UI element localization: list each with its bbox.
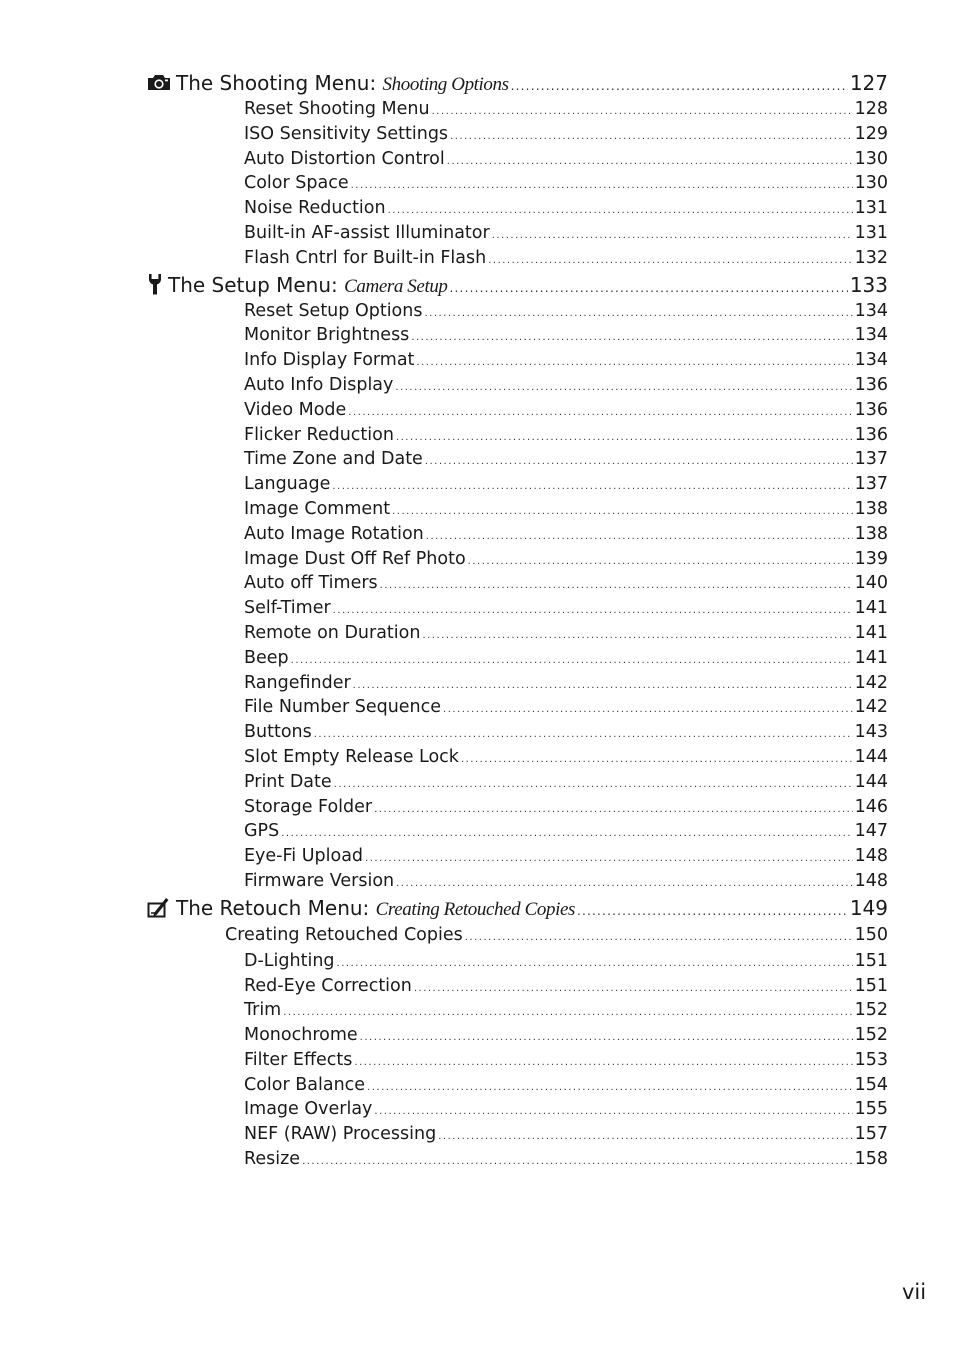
page-number: 138 [854,498,888,519]
toc-item[interactable] [146,671,888,696]
page-folio: vii [902,1280,927,1304]
toc-item-label: Self-Timer [244,598,331,619]
toc-item[interactable] [146,795,888,820]
toc-item[interactable] [146,1073,888,1098]
toc-item[interactable] [146,974,888,999]
toc-item-label: Built-in AF-assist Illuminator [244,222,490,243]
page-number: 134 [854,325,888,346]
toc-section-shooting-menu[interactable] [146,69,888,97]
dot-leader [332,475,852,500]
toc-item-label: Red-Eye Correction [244,975,412,996]
page-number: 128 [854,99,888,119]
toc-item-label: Trim [244,1000,282,1021]
toc-item-label: Slot Empty Release Lock [244,746,459,767]
table-of-contents [146,69,888,1172]
page-number: 141 [854,647,888,668]
toc-item-label: Color Balance [244,1074,366,1095]
toc-item-list [146,97,888,271]
toc-item[interactable] [146,547,888,572]
page-number: 132 [854,247,888,268]
page-number: 138 [854,523,888,544]
toc-item-label: Firmware Version [244,870,395,891]
toc-item-label: ISO Sensitivity Settings [244,123,449,144]
toc-item[interactable] [146,1048,888,1073]
camera-icon [146,71,172,93]
page-number: 141 [854,598,888,619]
toc-section-setup-menu[interactable] [146,271,888,299]
toc-item[interactable] [146,998,888,1023]
toc-item-label: Time Zone and Date [244,449,423,470]
toc-item-label: Info Display Format [244,350,415,371]
page-number: 139 [854,548,888,569]
page-number: 133 [849,272,888,297]
dot-leader [468,550,853,575]
toc-section-retouch-menu[interactable] [146,894,888,922]
dot-leader [374,798,852,823]
toc-item-list [146,299,888,894]
dot-leader [577,897,848,925]
toc-item-label: Reset Shooting Menu [244,99,430,119]
dot-leader [380,574,853,599]
dot-leader [374,1100,852,1125]
toc-item-label: GPS [244,821,280,842]
dot-leader [450,125,853,150]
toc-item[interactable] [146,720,888,745]
dot-leader [291,649,853,674]
page-number: 157 [854,1124,888,1145]
toc-item-label: D-Lighting [244,950,335,971]
page-number: 147 [854,821,888,842]
toc-item[interactable] [146,299,888,324]
section-title: The Retouch Menu: [176,895,370,920]
page-number: 136 [854,374,888,395]
page-number: 131 [854,222,888,243]
dot-leader [395,376,852,401]
dot-leader [488,249,852,274]
dot-leader [465,924,853,951]
toc-item-label: Storage Folder [244,796,373,817]
toc-item[interactable] [146,246,888,271]
toc-item[interactable] [146,1097,888,1122]
dot-leader [416,351,852,376]
page-number: 140 [854,573,888,594]
toc-item[interactable] [146,922,888,949]
page-number: 144 [854,771,888,792]
toc-item-label: Rangefinder [244,672,351,693]
toc-item[interactable] [146,171,888,196]
toc-item-label: Image Overlay [244,1099,373,1120]
dot-leader [360,1026,853,1051]
toc-item[interactable] [146,522,888,547]
toc-item-label: Auto Info Display [244,374,394,395]
toc-item-label: Flicker Reduction [244,424,394,445]
dot-leader [396,426,853,451]
page-number: 149 [849,895,888,920]
toc-item[interactable] [146,819,888,844]
dot-leader [443,698,853,723]
page-number: 152 [854,1025,888,1046]
page-number: 142 [854,697,888,718]
toc-item-label: File Number Sequence [244,697,442,718]
section-subtitle: Shooting Options [382,74,509,95]
toc-item[interactable] [146,1122,888,1147]
dot-leader [424,302,852,327]
dot-leader [447,150,853,175]
toc-item[interactable] [146,695,888,720]
dot-leader [392,500,852,525]
toc-item[interactable] [146,196,888,221]
toc-item-label: Beep [244,647,289,668]
toc-item[interactable] [146,596,888,621]
toc-item[interactable] [146,323,888,348]
page-number: 134 [854,350,888,371]
page-number: 137 [854,449,888,470]
toc-item-label: Print Date [244,771,332,792]
toc-item-label: Buttons [244,722,312,743]
toc-item-label: Creating Retouched Copies [225,924,463,945]
page-number: 136 [854,424,888,445]
page-number: 130 [854,148,888,169]
toc-item-label: Remote on Duration [244,622,421,643]
page-number: 143 [854,722,888,743]
toc-item[interactable] [146,1023,888,1048]
page-number: 129 [854,123,888,144]
toc-item[interactable] [146,869,888,894]
toc-item[interactable] [146,497,888,522]
toc-item[interactable] [146,621,888,646]
toc-item[interactable] [146,97,888,122]
section-subtitle: Camera Setup [344,275,448,297]
toc-item[interactable] [146,348,888,373]
toc-item-label: Auto off Timers [244,573,378,594]
dot-leader [511,72,848,100]
retouch-icon [146,896,172,918]
toc-item[interactable] [146,447,888,472]
toc-item[interactable] [146,1147,888,1172]
page-number: 130 [854,173,888,194]
toc-item[interactable] [146,221,888,246]
dot-leader [422,624,852,649]
toc-item-label: Resize [244,1149,301,1170]
dot-leader [450,274,848,302]
dot-leader [337,952,853,977]
toc-item[interactable] [146,844,888,869]
toc-item-label: Image Comment [244,498,391,519]
page-number: 148 [854,846,888,867]
page-number: 150 [854,924,888,945]
dot-leader [425,450,853,475]
toc-item-label: Filter Effects [244,1049,353,1070]
toc-item[interactable] [146,472,888,497]
section-title: The Setup Menu: [168,272,338,297]
dot-leader [426,525,853,550]
section-subtitle: Creating Retouched Copies [375,898,575,920]
dot-leader [334,773,853,798]
toc-item-label: Flash Cntrl for Built-in Flash [244,247,487,268]
toc-item-label: Reset Setup Options [244,300,423,321]
toc-item[interactable] [146,770,888,795]
toc-item[interactable] [146,147,888,172]
toc-item[interactable] [146,745,888,770]
toc-item-label: Auto Image Rotation [244,523,424,544]
toc-item-label: Image Dust Off Ref Photo [244,548,466,569]
dot-leader [492,224,853,249]
page-number: 154 [854,1074,888,1095]
toc-item-label: Noise Reduction [244,198,386,219]
dot-leader [351,174,853,199]
page-number: 152 [854,1000,888,1021]
page-number: 158 [854,1149,888,1170]
dot-leader [432,100,853,125]
toc-item[interactable] [146,398,888,423]
dot-leader [348,401,852,426]
dot-leader [411,326,852,351]
page-number: 148 [854,870,888,891]
dot-leader [354,1051,852,1076]
toc-item[interactable] [146,949,888,974]
toc-item-label: Monitor Brightness [244,325,410,346]
page-number: 144 [854,746,888,767]
section-title: The Shooting Menu: [176,71,377,95]
page-number: 134 [854,300,888,321]
toc-item[interactable] [146,122,888,147]
dot-leader [365,847,853,872]
toc-item-label: Language [244,474,331,495]
dot-leader [414,977,853,1002]
page-number: 153 [854,1049,888,1070]
wrench-icon [146,273,164,295]
page-number: 136 [854,399,888,420]
page-number: 142 [854,672,888,693]
page-number: 137 [854,474,888,495]
toc-item-label: Eye-Fi Upload [244,846,364,867]
toc-item[interactable] [146,646,888,671]
page-number: 146 [854,796,888,817]
toc-item-label: Auto Distortion Control [244,148,445,169]
toc-item-list [146,922,888,1172]
page-number: 155 [854,1099,888,1120]
dot-leader [367,1076,853,1101]
toc-item-label: Monochrome [244,1025,358,1046]
page-number: 131 [854,198,888,219]
dot-leader [302,1150,853,1175]
dot-leader [438,1125,852,1150]
page-number: 127 [849,71,888,95]
toc-item[interactable] [146,373,888,398]
dot-leader [283,1001,852,1026]
dot-leader [461,748,853,773]
dot-leader [281,822,852,847]
page-number: 141 [854,622,888,643]
toc-item-label: Color Space [244,173,349,194]
page-number: 151 [854,950,888,971]
toc-item-label: Video Mode [244,399,347,420]
toc-item[interactable] [146,571,888,596]
toc-item-label: NEF (RAW) Processing [244,1124,437,1145]
toc-item[interactable] [146,423,888,448]
page-number: 151 [854,975,888,996]
